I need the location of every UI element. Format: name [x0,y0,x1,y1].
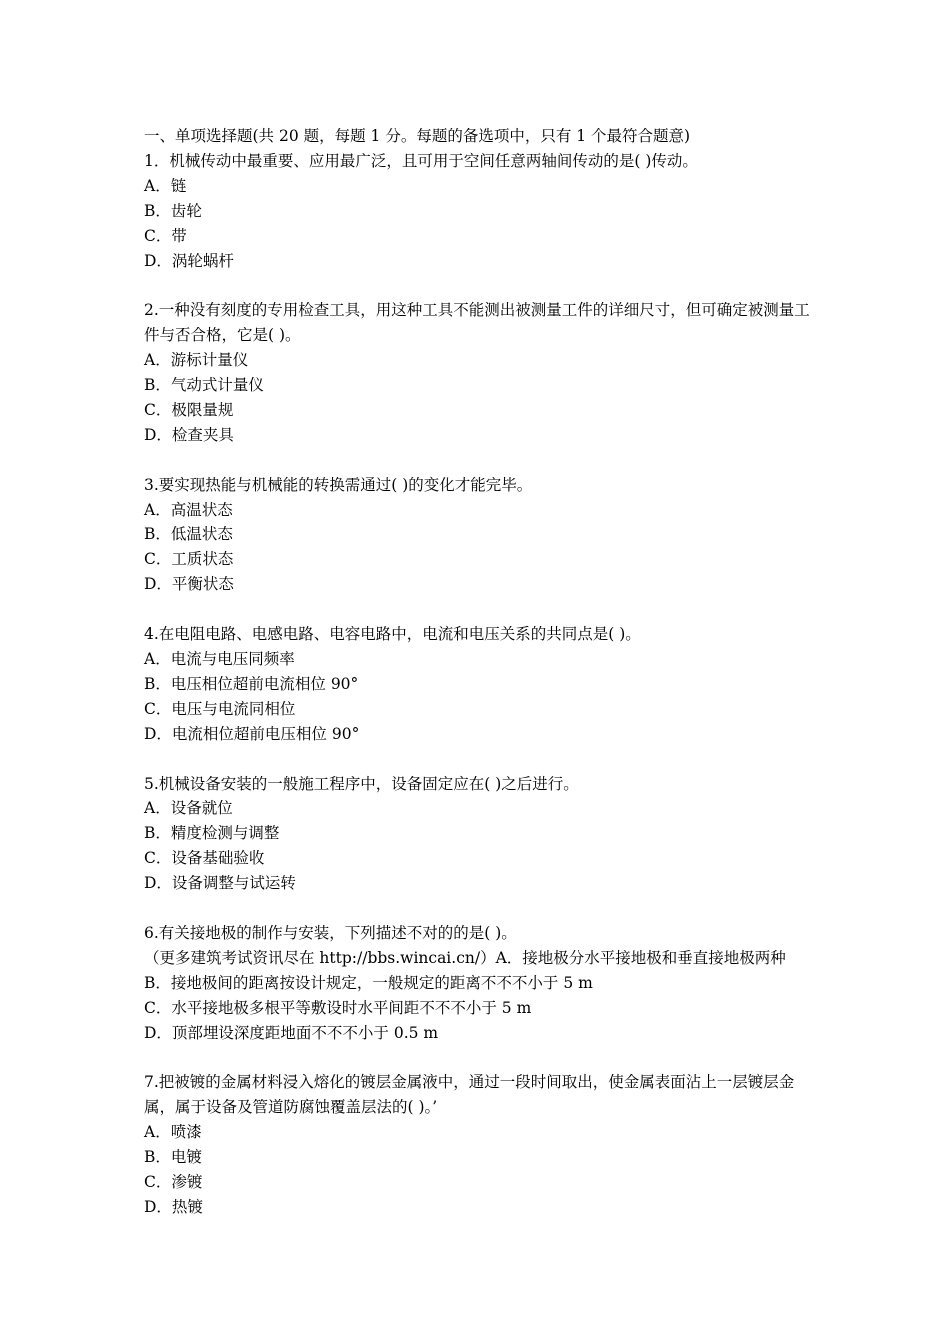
question-6-option-b: B．接地极间的距离按设计规定，一般规定的距离不不不小于 5 m [144,973,593,992]
question-1-option-d: D．涡轮蜗杆 [144,251,234,270]
question-1-option-c: C．带 [144,226,187,245]
question-3-option-a: A．高温状态 [144,500,233,519]
question-2-option-d: D．检查夹具 [144,425,234,444]
question-4-stem: 4.在电阻电路、电感电路、电容电路中，电流和电压关系的共同点是( )。 [144,625,641,644]
question-5-option-c: C．设备基础验收 [144,849,265,868]
spacer [144,747,814,772]
question-2-option-a: A．游标计量仪 [144,351,249,370]
spacer [144,273,814,298]
question-7-option-c: C．渗镀 [144,1172,203,1191]
question-4-option-d: D．电流相位超前电压相位 90° [144,724,360,743]
question-6-option-a: （更多建筑考试资讯尽在 http://bbs.wincai.cn/）A．接地极分水平接地极和垂直接地极两种 [144,948,786,967]
question-7-option-d: D．热镀 [144,1197,203,1216]
question-7-option-a: A．喷漆 [144,1123,202,1142]
question-5-option-a: A．设备就位 [144,799,233,818]
question-3-option-b: B．低温状态 [144,525,233,544]
spacer [144,1045,814,1070]
question-5-option-d: D．设备调整与试运转 [144,874,296,893]
question-4-option-c: C．电压与电流同相位 [144,699,296,718]
question-3-stem: 3.要实现热能与机械能的转换需通过( )的变化才能完毕。 [144,475,533,494]
spacer [144,597,814,622]
question-3-option-c: C．工质状态 [144,550,234,569]
document-body [144,124,814,1220]
question-6-stem: 6.有关接地极的制作与安装，下列描述不对的的是( )。 [144,923,517,942]
question-1-stem: 1．机械传动中最重要、应用最广泛，且可用于空间任意两轴间传动的是( )传动。 [144,151,698,170]
spacer [144,448,814,473]
question-1-option-a: A．链 [144,176,187,195]
spacer [144,896,814,921]
question-2-option-c: C．极限量规 [144,400,234,419]
section-heading: 一、单项选择题(共 20 题，每题 1 分。每题的备选项中，只有 1 个最符合题意) [144,127,691,145]
question-5-stem: 5.机械设备安装的一般施工程序中，设备固定应在( )之后进行。 [144,774,579,793]
question-5-option-b: B．精度检测与调整 [144,824,280,843]
question-2-option-b: B．气动式计量仪 [144,376,264,395]
question-3-option-d: D．平衡状态 [144,575,234,594]
question-4-option-a: A．电流与电压同频率 [144,649,295,668]
question-2-stem: 2.一种没有刻度的专用检查工具，用这种工具不能测出被测量工件的详细尺寸，但可确定被测量工件与否合格，它是( )。 [144,301,810,345]
question-7-stem: 7.把被镀的金属材料浸入熔化的镀层金属液中，通过一段时间取出，使金属表面沾上一层镀层金属，属于设备及管道防腐蚀覆盖层法的( )。’ [144,1073,795,1117]
question-6-option-d: D．顶部埋设深度距地面不不不小于 0.5 m [144,1023,439,1042]
question-4-option-b: B．电压相位超前电流相位 90° [144,674,359,693]
question-6-option-c: C．水平接地极多根平等敷设时水平间距不不不小于 5 m [144,998,532,1017]
question-7-option-b: B．电镀 [144,1148,202,1167]
question-1-option-b: B．齿轮 [144,201,202,220]
